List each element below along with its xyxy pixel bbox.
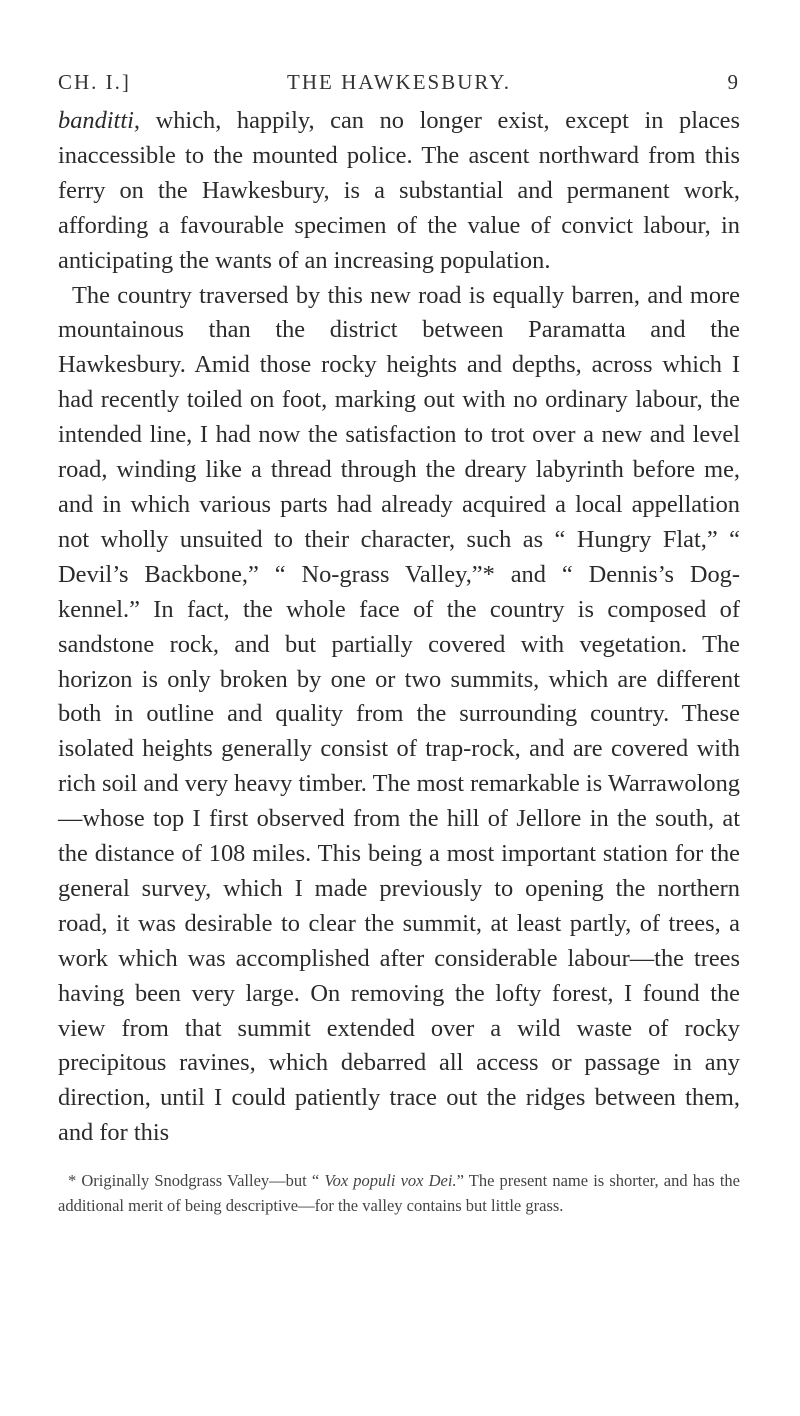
paragraph-1-text: which, happily, can no longer exist, except in places inaccessible to the mounted police. The ascent northward from this ferry on the Hawkesbury, is a substantial and permanent work, affording a favourable specimen of the value of convict labour, in anticipating the wants of an increasing population. <box>58 107 740 274</box>
chapter-label: CH. I.] <box>58 70 131 94</box>
running-title: THE HAWKESBURY. <box>287 70 511 94</box>
body-text <box>58 104 740 1151</box>
running-head <box>58 70 740 104</box>
page-number: 9 <box>727 70 740 94</box>
footnote-after: ” The present name is shorter, and has the additional merit of being descriptive—for the valley contains but little grass. <box>58 1171 740 1215</box>
footnote-before: * Originally Snodgrass Valley—but “ <box>68 1171 325 1191</box>
paragraph-1-lead: banditti, <box>58 107 140 134</box>
paragraph-2: The country traversed by this new road is equally barren, and more mountainous than the district between Paramatta and the Hawkesbury. Amid those rocky heights and depths, across which I had recently toiled on foot, marking out with no ordinary labour, the intended line, I had now the satisfaction to trot over a new and level road, winding like a thread through the dreary labyrinth before me, and in which various parts had already acquired a local appellation not wholly unsuited to their character, such as “ Hungry Flat,” “ Devil’s Backbone,” “ No-grass Valley,”* and “ Dennis’s Dog-kennel.” In fact, the whole face of the country is composed of sandstone rock, and but partially covered with vegetation. The horizon is only broken by one or two summits, which are different both in outline and quality from the surrounding country. These isolated heights generally consist of trap-rock, and are covered with rich soil and very heavy timber. The most remarkable is Warrawolong—whose top I first observed from the hill of Jellore in the south, at the distance of 108 miles. This being a most important station for the general survey, which I made previously to opening the northern road, it was desirable to clear the summit, at least partly, of trees, a work which was accomplished after considerable labour—the trees having been very large. On removing the lofty forest, I found the view from that summit extended over a wild waste of rocky precipitous ravines, which debarred all access or passage in any direction, until I could patiently trace out the ridges between them, and for this <box>58 281 740 1147</box>
paragraph-1 <box>58 104 740 279</box>
book-page <box>58 70 740 1218</box>
footnote <box>58 1169 740 1218</box>
footnote-italic: Vox populi vox Dei. <box>324 1171 457 1191</box>
